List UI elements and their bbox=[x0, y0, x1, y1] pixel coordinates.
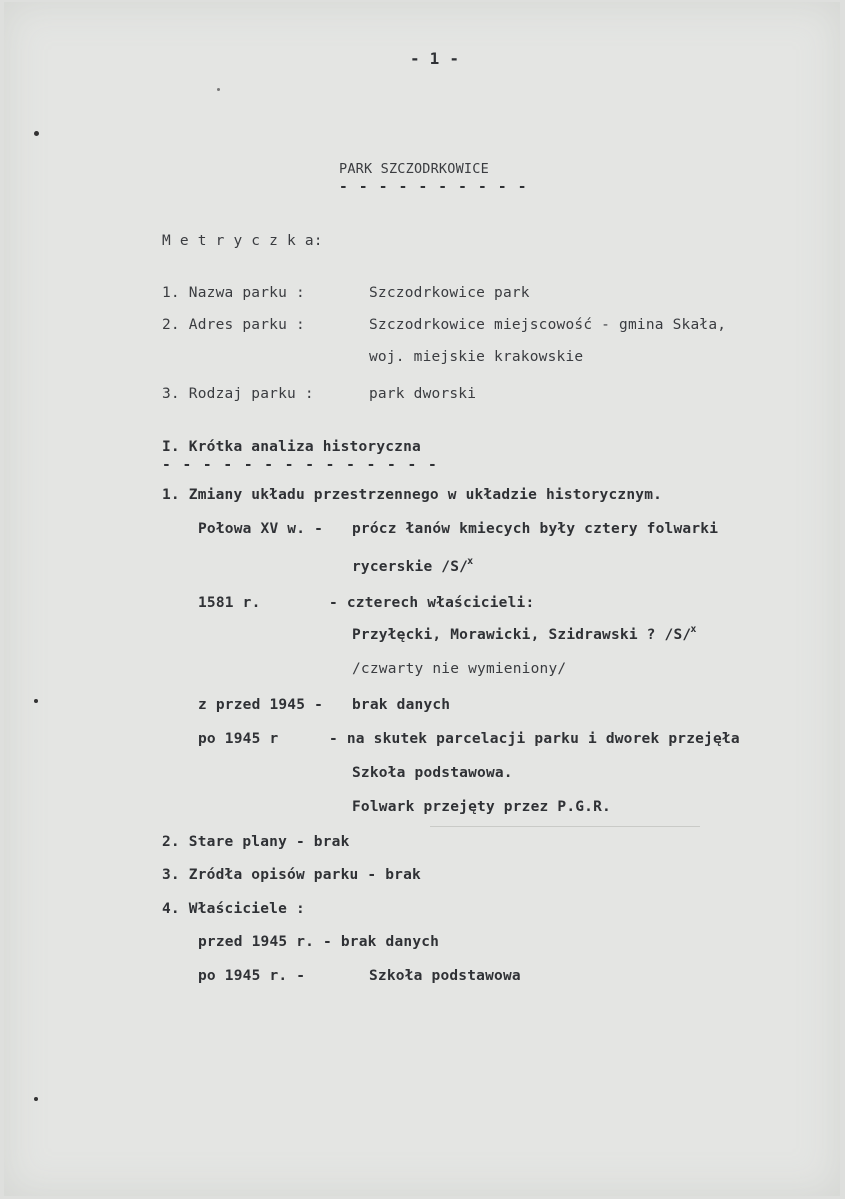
document-title: PARK SZCZODRKOWICE bbox=[339, 161, 489, 177]
section-underline: - - - - - - - - - - - - - - bbox=[162, 457, 439, 473]
item4-title: 4. Właściciele : bbox=[162, 901, 305, 917]
paper-speck bbox=[217, 88, 220, 91]
punch-hole-mark bbox=[34, 1097, 38, 1101]
row2-label: 1581 r. bbox=[198, 595, 261, 611]
row2-text-line2: Przyłęcki, Morawicki, Szidrawski ? /S/$^x$ bbox=[352, 624, 697, 643]
row1-text-line2: rycerskie /S/$^x$ bbox=[352, 556, 474, 575]
row1-label: Połowa XV w. - bbox=[198, 521, 324, 537]
row2-text-line3: /czwarty nie wymieniony/ bbox=[352, 661, 567, 677]
rodzaj-label: 3. Rodzaj parku : bbox=[162, 386, 314, 402]
row3-label: z przed 1945 - bbox=[198, 697, 324, 713]
nazwa-label: 1. Nazwa parku : bbox=[162, 285, 305, 301]
nazwa-value: Szczodrkowice park bbox=[369, 285, 530, 301]
item1-title: 1. Zmiany układu przestrzennego w układzie historycznym. bbox=[162, 487, 663, 503]
punch-hole-mark bbox=[34, 131, 39, 136]
faint-rule bbox=[430, 826, 700, 827]
row2-text-line1: - czterech właścicieli: bbox=[329, 595, 535, 611]
metryczka-heading: M e t r y c z k a: bbox=[162, 233, 323, 249]
row4-label: po 1945 r bbox=[198, 731, 279, 747]
row4-text-line3: Folwark przejęty przez P.G.R. bbox=[352, 799, 611, 815]
page-number: - 1 - bbox=[410, 49, 460, 68]
row1-text-line1: prócz łanów kmiecych były cztery folwarki bbox=[352, 521, 719, 537]
row3-text: brak danych bbox=[352, 697, 451, 713]
owner-line2-label: po 1945 r. - bbox=[198, 968, 306, 984]
footnote-mark: x bbox=[467, 556, 474, 567]
adres-label: 2. Adres parku : bbox=[162, 317, 305, 333]
adres-value-line1: Szczodrkowice miejscowość - gmina Skała, bbox=[369, 317, 727, 333]
adres-value-line2: woj. miejskie krakowskie bbox=[369, 349, 584, 365]
owner-line2-value: Szkoła podstawowa bbox=[369, 968, 521, 984]
row4-text-line1: - na skutek parcelacji parku i dworek przejęła bbox=[329, 731, 740, 747]
row4-text-line2: Szkoła podstawowa. bbox=[352, 765, 513, 781]
section-heading: I. Krótka analiza historyczna bbox=[162, 439, 421, 455]
punch-hole-mark bbox=[34, 699, 38, 703]
footnote-mark: x bbox=[690, 624, 697, 635]
title-underline: - - - - - - - - - - bbox=[339, 179, 528, 195]
rodzaj-value: park dworski bbox=[369, 386, 477, 402]
item2: 2. Stare plany - brak bbox=[162, 834, 350, 850]
item3: 3. Zródła opisów parku - brak bbox=[162, 867, 421, 883]
owner-line1: przed 1945 r. - brak danych bbox=[198, 934, 440, 950]
